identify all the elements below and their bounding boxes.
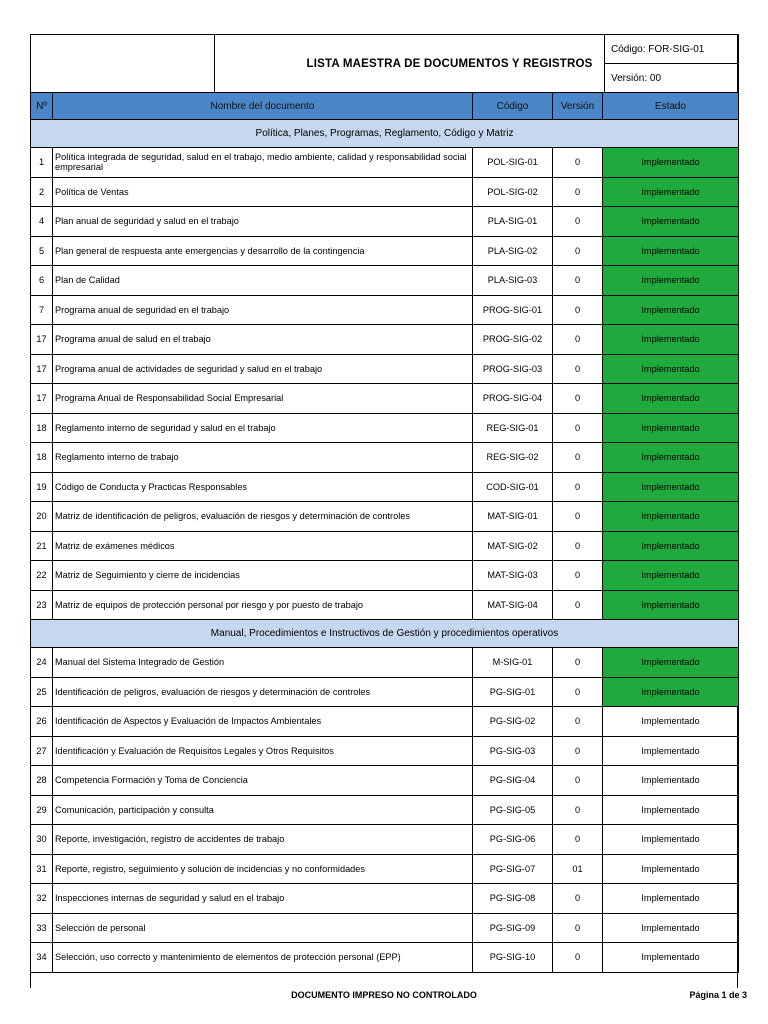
table-row bbox=[31, 531, 739, 561]
document-version-cell: 0 bbox=[553, 795, 603, 825]
table-row bbox=[31, 677, 739, 707]
status-cell: Implementado bbox=[603, 561, 739, 591]
document-code-cell: PROG-SIG-01 bbox=[473, 295, 553, 325]
documents-table bbox=[30, 92, 739, 973]
table-row bbox=[31, 736, 739, 766]
footer-notice-text: DOCUMENTO IMPRESO NO CONTROLADO bbox=[291, 990, 477, 1000]
row-number: 5 bbox=[31, 236, 53, 266]
column-header-name: Nombre del documento bbox=[53, 93, 473, 120]
status-cell: Implementado bbox=[603, 943, 739, 973]
document-version-cell: 0 bbox=[553, 236, 603, 266]
document-name: Selección, uso correcto y mantenimiento de elementos de protección personal (EPP) bbox=[53, 943, 473, 973]
document-name: Identificación de peligros, evaluación de riesgos y determinación de controles bbox=[53, 677, 473, 707]
row-number: 20 bbox=[31, 502, 53, 532]
column-header-row bbox=[31, 93, 739, 120]
footer-notice bbox=[0, 990, 768, 1000]
document-version-cell: 0 bbox=[553, 413, 603, 443]
document-version-cell: 0 bbox=[553, 443, 603, 473]
row-number: 23 bbox=[31, 590, 53, 620]
document-version-cell: 0 bbox=[553, 177, 603, 207]
status-cell: Implementado bbox=[603, 325, 739, 355]
document-code-cell: PROG-SIG-02 bbox=[473, 325, 553, 355]
document-name: Reporte, registro, seguimiento y solución de incidencias y no conformidades bbox=[53, 854, 473, 884]
section-header-row bbox=[31, 620, 739, 648]
row-number: 17 bbox=[31, 384, 53, 414]
table-row bbox=[31, 236, 739, 266]
document-header bbox=[30, 34, 739, 93]
document-code-cell: POL-SIG-02 bbox=[473, 177, 553, 207]
document-code-cell: PLA-SIG-01 bbox=[473, 207, 553, 237]
section-title: Política, Planes, Programas, Reglamento, Código y Matriz bbox=[31, 120, 739, 148]
status-cell: Implementado bbox=[603, 884, 739, 914]
document-version-cell: 0 bbox=[553, 884, 603, 914]
document-code: Código: FOR-SIG-01 bbox=[605, 35, 739, 64]
status-cell: Implementado bbox=[603, 413, 739, 443]
document-name: Plan de Calidad bbox=[53, 266, 473, 296]
table-row bbox=[31, 354, 739, 384]
table-row bbox=[31, 384, 739, 414]
row-number: 4 bbox=[31, 207, 53, 237]
document-version-cell: 0 bbox=[553, 295, 603, 325]
document-name: Competencia Formación y Toma de Conciencia bbox=[53, 766, 473, 796]
row-number: 29 bbox=[31, 795, 53, 825]
document-code-cell: PROG-SIG-04 bbox=[473, 384, 553, 414]
document-name: Programa anual de actividades de seguridad y salud en el trabajo bbox=[53, 354, 473, 384]
status-cell: Implementado bbox=[603, 677, 739, 707]
table-row bbox=[31, 795, 739, 825]
status-cell: Implementado bbox=[603, 795, 739, 825]
document-version-cell: 0 bbox=[553, 531, 603, 561]
document-code-cell: PG-SIG-02 bbox=[473, 707, 553, 737]
table-row bbox=[31, 502, 739, 532]
document-code-cell: PG-SIG-07 bbox=[473, 854, 553, 884]
document-version-cell: 0 bbox=[553, 354, 603, 384]
document-name: Identificación de Aspectos y Evaluación de Impactos Ambientales bbox=[53, 707, 473, 737]
row-number: 18 bbox=[31, 443, 53, 473]
document-code-cell: PG-SIG-03 bbox=[473, 736, 553, 766]
document-version-cell: 0 bbox=[553, 266, 603, 296]
document-name: Reglamento interno de seguridad y salud en el trabajo bbox=[53, 413, 473, 443]
document-name: Programa Anual de Responsabilidad Social Empresarial bbox=[53, 384, 473, 414]
document-name: Código de Conducta y Practicas Responsables bbox=[53, 472, 473, 502]
document-name: Manual del Sistema Integrado de Gestión bbox=[53, 648, 473, 678]
document-version-cell: 0 bbox=[553, 707, 603, 737]
document-code-cell: MAT-SIG-01 bbox=[473, 502, 553, 532]
table-row bbox=[31, 177, 739, 207]
document-name: Reporte, investigación, registro de accidentes de trabajo bbox=[53, 825, 473, 855]
column-header-status: Estado bbox=[603, 93, 739, 120]
status-cell: Implementado bbox=[603, 502, 739, 532]
row-number: 27 bbox=[31, 736, 53, 766]
document-code-cell: PG-SIG-09 bbox=[473, 913, 553, 943]
document-version-cell: 0 bbox=[553, 207, 603, 237]
document-version-cell: 0 bbox=[553, 648, 603, 678]
row-number: 31 bbox=[31, 854, 53, 884]
document-version-cell: 0 bbox=[553, 766, 603, 796]
row-number: 32 bbox=[31, 884, 53, 914]
row-number: 24 bbox=[31, 648, 53, 678]
table-row bbox=[31, 648, 739, 678]
document-name: Inspecciones internas de seguridad y salud en el trabajo bbox=[53, 884, 473, 914]
document-code-cell: PG-SIG-08 bbox=[473, 884, 553, 914]
status-cell: Implementado bbox=[603, 384, 739, 414]
status-cell: Implementado bbox=[603, 913, 739, 943]
document-version-cell: 0 bbox=[553, 502, 603, 532]
document-version-cell: 0 bbox=[553, 590, 603, 620]
document-code-cell: PG-SIG-05 bbox=[473, 795, 553, 825]
section-title: Manual, Procedimientos e Instructivos de Gestión y procedimientos operativos bbox=[31, 620, 739, 648]
row-number: 2 bbox=[31, 177, 53, 207]
status-cell: Implementado bbox=[603, 854, 739, 884]
status-cell: Implementado bbox=[603, 707, 739, 737]
row-number: 30 bbox=[31, 825, 53, 855]
document-code-cell: M-SIG-01 bbox=[473, 648, 553, 678]
row-number: 28 bbox=[31, 766, 53, 796]
document-version-cell: 0 bbox=[553, 148, 603, 178]
table-row bbox=[31, 854, 739, 884]
document-version: Versión: 00 bbox=[605, 64, 739, 93]
document-version-cell: 0 bbox=[553, 677, 603, 707]
column-header-num: Nº bbox=[31, 93, 53, 120]
status-cell: Implementado bbox=[603, 472, 739, 502]
document-code-cell: PG-SIG-01 bbox=[473, 677, 553, 707]
table-row bbox=[31, 472, 739, 502]
document-code-cell: MAT-SIG-04 bbox=[473, 590, 553, 620]
table-row bbox=[31, 266, 739, 296]
document-name: Programa anual de salud en el trabajo bbox=[53, 325, 473, 355]
document-name: Selección de personal bbox=[53, 913, 473, 943]
table-row bbox=[31, 766, 739, 796]
row-number: 25 bbox=[31, 677, 53, 707]
document-name: Comunicación, participación y consulta bbox=[53, 795, 473, 825]
document-version-cell: 0 bbox=[553, 384, 603, 414]
row-number: 22 bbox=[31, 561, 53, 591]
document-name: Programa anual de seguridad en el trabajo bbox=[53, 295, 473, 325]
document-code-cell: REG-SIG-02 bbox=[473, 443, 553, 473]
status-cell: Implementado bbox=[603, 736, 739, 766]
document-code-cell: MAT-SIG-03 bbox=[473, 561, 553, 591]
row-number: 6 bbox=[31, 266, 53, 296]
document-code-cell: REG-SIG-01 bbox=[473, 413, 553, 443]
row-number: 26 bbox=[31, 707, 53, 737]
status-cell: Implementado bbox=[603, 443, 739, 473]
table-row bbox=[31, 295, 739, 325]
document-code-cell: POL-SIG-01 bbox=[473, 148, 553, 178]
document-version-cell: 01 bbox=[553, 854, 603, 884]
table-row bbox=[31, 825, 739, 855]
document-title: LISTA MAESTRA DE DOCUMENTOS Y REGISTROS bbox=[215, 35, 605, 93]
document-version-cell: 0 bbox=[553, 561, 603, 591]
document-version-cell: 0 bbox=[553, 913, 603, 943]
row-number: 34 bbox=[31, 943, 53, 973]
row-number: 21 bbox=[31, 531, 53, 561]
footer-page-number: Página 1 de 3 bbox=[689, 990, 747, 1000]
table-row bbox=[31, 707, 739, 737]
table-row bbox=[31, 590, 739, 620]
document-name: Matriz de Seguimiento y cierre de incidencias bbox=[53, 561, 473, 591]
table-row bbox=[31, 443, 739, 473]
document-code-cell: MAT-SIG-02 bbox=[473, 531, 553, 561]
table-row bbox=[31, 913, 739, 943]
document-name: Matriz de exámenes médicos bbox=[53, 531, 473, 561]
document-name: Reglamento interno de trabajo bbox=[53, 443, 473, 473]
document-name: Plan general de respuesta ante emergencias y desarrollo de la contingencia bbox=[53, 236, 473, 266]
status-cell: Implementado bbox=[603, 148, 739, 178]
document-code-cell: PROG-SIG-03 bbox=[473, 354, 553, 384]
table-row bbox=[31, 561, 739, 591]
document-version-cell: 0 bbox=[553, 472, 603, 502]
status-cell: Implementado bbox=[603, 354, 739, 384]
document-code-cell: PLA-SIG-02 bbox=[473, 236, 553, 266]
table-row bbox=[31, 148, 739, 178]
status-cell: Implementado bbox=[603, 825, 739, 855]
document-version-cell: 0 bbox=[553, 325, 603, 355]
document-code-cell: PLA-SIG-03 bbox=[473, 266, 553, 296]
table-row bbox=[31, 413, 739, 443]
document-name: Política integrada de seguridad, salud en el trabajo, medio ambiente, calidad y responsabilidad social empresarial bbox=[53, 148, 473, 178]
document-name: Matriz de equipos de protección personal por riesgo y por puesto de trabajo bbox=[53, 590, 473, 620]
status-cell: Implementado bbox=[603, 266, 739, 296]
document-code-cell: PG-SIG-04 bbox=[473, 766, 553, 796]
document-name: Plan anual de seguridad y salud en el trabajo bbox=[53, 207, 473, 237]
row-number: 19 bbox=[31, 472, 53, 502]
status-cell: Implementado bbox=[603, 648, 739, 678]
logo-cell bbox=[31, 35, 215, 93]
document-name: Identificación y Evaluación de Requisitos Legales y Otros Requisitos bbox=[53, 736, 473, 766]
status-cell: Implementado bbox=[603, 236, 739, 266]
document-version-cell: 0 bbox=[553, 736, 603, 766]
status-cell: Implementado bbox=[603, 295, 739, 325]
status-cell: Implementado bbox=[603, 177, 739, 207]
status-cell: Implementado bbox=[603, 590, 739, 620]
row-number: 18 bbox=[31, 413, 53, 443]
row-number: 17 bbox=[31, 325, 53, 355]
document-version-cell: 0 bbox=[553, 943, 603, 973]
status-cell: Implementado bbox=[603, 531, 739, 561]
table-row bbox=[31, 884, 739, 914]
status-cell: Implementado bbox=[603, 766, 739, 796]
row-number: 1 bbox=[31, 148, 53, 178]
row-number: 7 bbox=[31, 295, 53, 325]
status-cell: Implementado bbox=[603, 207, 739, 237]
table-row bbox=[31, 325, 739, 355]
table-row bbox=[31, 207, 739, 237]
document-code-cell: COD-SIG-01 bbox=[473, 472, 553, 502]
document-version-cell: 0 bbox=[553, 825, 603, 855]
section-header-row bbox=[31, 120, 739, 148]
row-number: 17 bbox=[31, 354, 53, 384]
document-name: Política de Ventas bbox=[53, 177, 473, 207]
document-code-cell: PG-SIG-06 bbox=[473, 825, 553, 855]
document-name: Matriz de identificación de peligros, evaluación de riesgos y determinación de controles bbox=[53, 502, 473, 532]
row-number: 33 bbox=[31, 913, 53, 943]
document-code-cell: PG-SIG-10 bbox=[473, 943, 553, 973]
table-row bbox=[31, 943, 739, 973]
column-header-version: Versión bbox=[553, 93, 603, 120]
column-header-code: Código bbox=[473, 93, 553, 120]
